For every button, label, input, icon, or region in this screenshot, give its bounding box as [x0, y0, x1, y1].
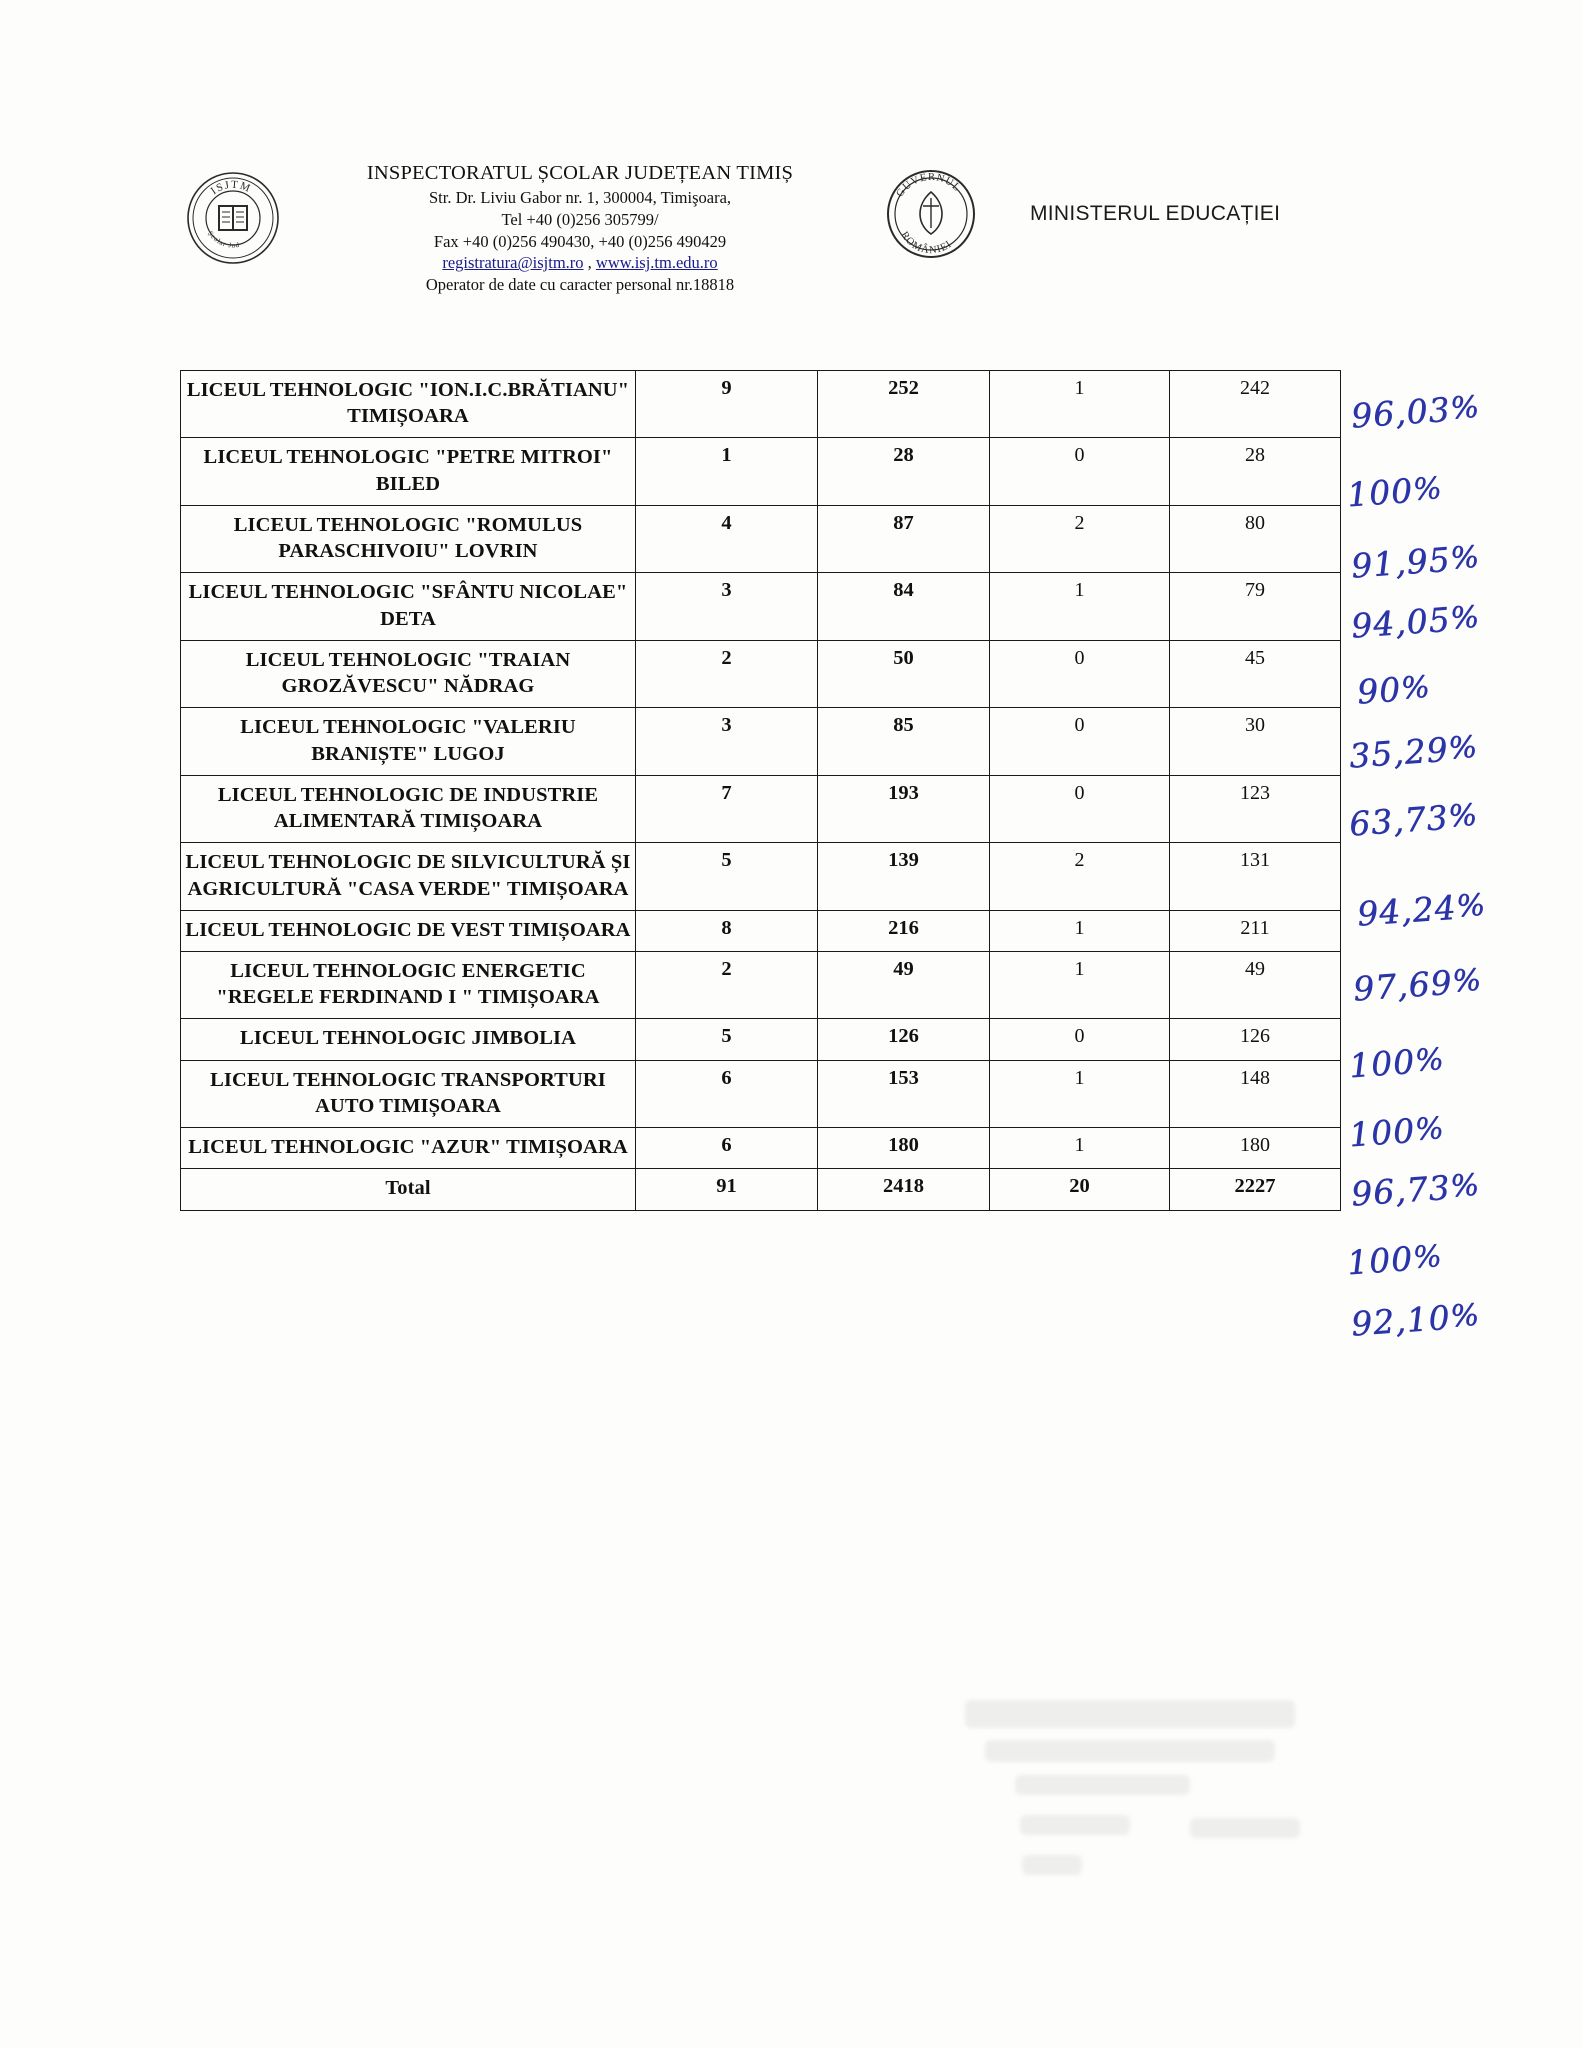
enrolled-count: 49	[818, 951, 990, 1018]
email-link[interactable]: registratura@isjtm.ro	[442, 253, 584, 273]
table-row	[181, 438, 1341, 505]
school-name: LICEUL TEHNOLOGIC "PETRE MITROI" BILED	[181, 438, 636, 505]
school-name: LICEUL TEHNOLOGIC DE VEST TIMIȘOARA	[181, 910, 636, 951]
classes-count: 7	[636, 775, 818, 842]
svg-text:ISJTM: ISJTM	[208, 178, 254, 198]
page-smudge	[1022, 1855, 1082, 1875]
enrolled-count: 153	[818, 1060, 990, 1127]
school-name: LICEUL TEHNOLOGIC TRANSPORTURI AUTO TIMIȘOARA	[181, 1060, 636, 1127]
school-name: LICEUL TEHNOLOGIC "ION.I.C.BRĂTIANU" TIMIȘOARA	[181, 371, 636, 438]
table-row	[181, 1060, 1341, 1127]
classes-count: 3	[636, 708, 818, 775]
page-smudge	[1015, 1775, 1190, 1795]
absent-count: 1	[990, 1128, 1170, 1169]
table-row	[181, 1019, 1341, 1060]
handwritten-percent: 94,05%	[1349, 599, 1482, 646]
institution-phone: Tel +40 (0)256 305799/	[501, 209, 659, 229]
present-count: 79	[1170, 573, 1341, 640]
classes-count: 1	[636, 438, 818, 505]
total-label: Total	[181, 1169, 636, 1210]
page-smudge	[985, 1740, 1275, 1762]
absent-count: 2	[990, 843, 1170, 910]
school-name: LICEUL TEHNOLOGIC DE SILVICULTURĂ ȘI AGRICULTURĂ "CASA VERDE" TIMIȘOARA	[181, 843, 636, 910]
absent-count: 0	[990, 708, 1170, 775]
classes-count: 8	[636, 910, 818, 951]
table-row	[181, 1128, 1341, 1169]
school-name: LICEUL TEHNOLOGIC "AZUR" TIMIȘOARA	[181, 1128, 636, 1169]
document-header	[185, 160, 1385, 310]
svg-text:Școlar Jud: Școlar Jud	[206, 229, 241, 250]
absent-count: 1	[990, 1060, 1170, 1127]
data-operator-note: Operator de date cu caracter personal nr.18818	[425, 275, 735, 295]
classes-count: 2	[636, 640, 818, 707]
institution-contact-links	[310, 252, 850, 274]
page-smudge	[965, 1700, 1295, 1728]
present-count: 126	[1170, 1019, 1341, 1060]
school-name: LICEUL TEHNOLOGIC "SFÂNTU NICOLAE" DETA	[181, 573, 636, 640]
handwritten-percent: 35,29%	[1347, 729, 1480, 776]
total-present: 2227	[1170, 1169, 1341, 1210]
table-row-total	[181, 1169, 1341, 1210]
enrolled-count: 252	[818, 371, 990, 438]
enrolled-count: 193	[818, 775, 990, 842]
handwritten-percent: 92,10%	[1349, 1297, 1482, 1344]
institution-name: INSPECTORATUL ȘCOLAR JUDEȚEAN TIMIȘ	[366, 162, 794, 184]
table-row	[181, 843, 1341, 910]
svg-text:GUVERNUL: GUVERNUL	[894, 171, 963, 200]
school-name: LICEUL TEHNOLOGIC ENERGETIC "REGELE FERDINAND I " TIMIȘOARA	[181, 951, 636, 1018]
school-name: LICEUL TEHNOLOGIC "ROMULUS PARASCHIVOIU" LOVRIN	[181, 505, 636, 572]
classes-count: 9	[636, 371, 818, 438]
classes-count: 2	[636, 951, 818, 1018]
classes-count: 4	[636, 505, 818, 572]
absent-count: 1	[990, 371, 1170, 438]
table-row	[181, 505, 1341, 572]
table-row	[181, 951, 1341, 1018]
present-count: 211	[1170, 910, 1341, 951]
enrolled-count: 84	[818, 573, 990, 640]
schools-table-body	[181, 371, 1341, 1211]
ministry-label: MINISTERUL EDUCAȚIEI	[1030, 202, 1281, 225]
table-row	[181, 910, 1341, 951]
present-count: 123	[1170, 775, 1341, 842]
handwritten-percent: 96,03%	[1349, 389, 1482, 436]
present-count: 30	[1170, 708, 1341, 775]
absent-count: 0	[990, 1019, 1170, 1060]
government-seal-icon	[885, 168, 977, 260]
handwritten-percent-annotations	[1345, 370, 1575, 1370]
absent-count: 0	[990, 775, 1170, 842]
present-count: 180	[1170, 1128, 1341, 1169]
table-row	[181, 775, 1341, 842]
handwritten-percent: 100%	[1347, 1110, 1446, 1155]
total-enrolled: 2418	[818, 1169, 990, 1210]
handwritten-percent: 100%	[1345, 470, 1444, 515]
absent-count: 1	[990, 910, 1170, 951]
enrolled-count: 126	[818, 1019, 990, 1060]
contact-separator: ,	[583, 253, 596, 273]
handwritten-percent: 94,24%	[1355, 887, 1488, 934]
institution-fax: Fax +40 (0)256 490430, +40 (0)256 490429	[433, 231, 727, 251]
classes-count: 5	[636, 1019, 818, 1060]
handwritten-percent: 90%	[1355, 669, 1432, 712]
enrolled-count: 28	[818, 438, 990, 505]
present-count: 148	[1170, 1060, 1341, 1127]
enrolled-count: 216	[818, 910, 990, 951]
enrolled-count: 87	[818, 505, 990, 572]
table-row	[181, 573, 1341, 640]
table-row	[181, 640, 1341, 707]
table-row	[181, 371, 1341, 438]
handwritten-percent: 91,95%	[1349, 539, 1482, 586]
enrolled-count: 139	[818, 843, 990, 910]
school-name: LICEUL TEHNOLOGIC "VALERIU BRANIȘTE" LUGOJ	[181, 708, 636, 775]
schools-table-container	[180, 370, 1340, 1211]
absent-count: 1	[990, 951, 1170, 1018]
isj-seal-icon	[185, 170, 281, 266]
handwritten-percent: 63,73%	[1347, 797, 1480, 844]
present-count: 80	[1170, 505, 1341, 572]
website-link[interactable]: www.isj.tm.edu.ro	[595, 253, 718, 273]
present-count: 131	[1170, 843, 1341, 910]
handwritten-percent: 100%	[1345, 1238, 1444, 1283]
school-name: LICEUL TEHNOLOGIC JIMBOLIA	[181, 1019, 636, 1060]
absent-count: 1	[990, 573, 1170, 640]
handwritten-percent: 97,69%	[1351, 962, 1484, 1009]
total-classes: 91	[636, 1169, 818, 1210]
page-smudge	[1190, 1818, 1300, 1838]
table-row	[181, 708, 1341, 775]
absent-count: 0	[990, 438, 1170, 505]
enrolled-count: 180	[818, 1128, 990, 1169]
absent-count: 2	[990, 505, 1170, 572]
enrolled-count: 50	[818, 640, 990, 707]
classes-count: 3	[636, 573, 818, 640]
page-smudge	[1020, 1815, 1130, 1835]
total-absent: 20	[990, 1169, 1170, 1210]
institution-address: Str. Dr. Liviu Gabor nr. 1, 300004, Timişoara,	[428, 188, 732, 208]
present-count: 28	[1170, 438, 1341, 505]
enrolled-count: 85	[818, 708, 990, 775]
handwritten-percent: 100%	[1347, 1041, 1446, 1086]
classes-count: 5	[636, 843, 818, 910]
handwritten-percent: 96,73%	[1349, 1167, 1482, 1214]
classes-count: 6	[636, 1128, 818, 1169]
school-name: LICEUL TEHNOLOGIC "TRAIAN GROZĂVESCU" NĂDRAG	[181, 640, 636, 707]
absent-count: 0	[990, 640, 1170, 707]
school-name: LICEUL TEHNOLOGIC DE INDUSTRIE ALIMENTARĂ TIMIȘOARA	[181, 775, 636, 842]
svg-text:ROMÂNIEI: ROMÂNIEI	[898, 229, 955, 257]
present-count: 49	[1170, 951, 1341, 1018]
schools-table	[180, 370, 1341, 1211]
classes-count: 6	[636, 1060, 818, 1127]
header-text-block	[310, 160, 850, 296]
present-count: 242	[1170, 371, 1341, 438]
present-count: 45	[1170, 640, 1341, 707]
